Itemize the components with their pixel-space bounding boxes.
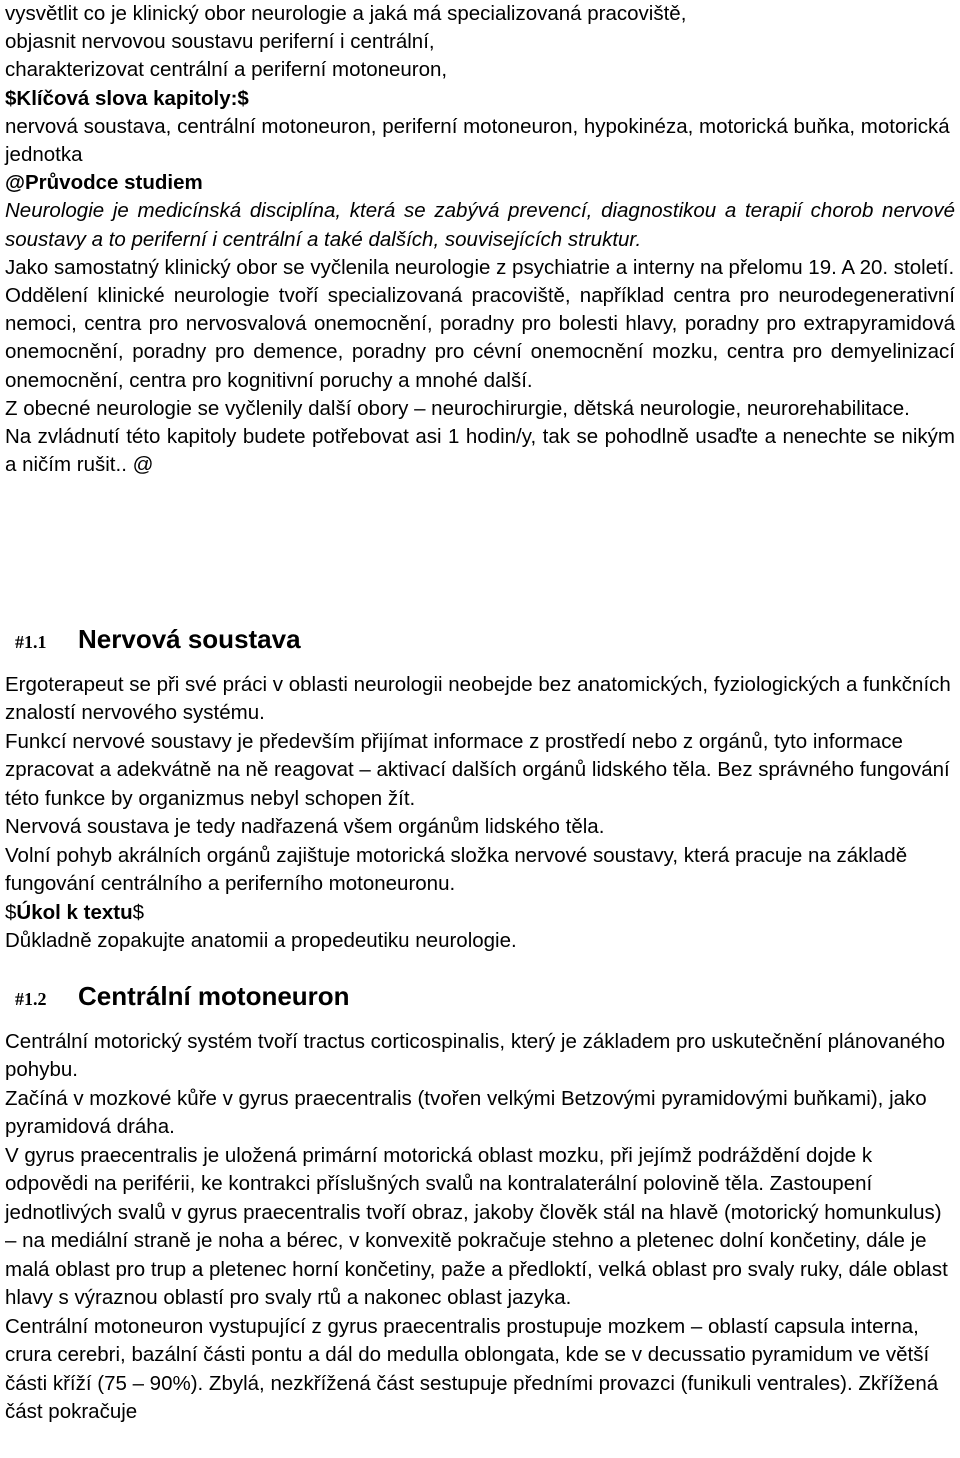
section-heading [5, 982, 955, 1014]
task-marker: $ [5, 900, 17, 924]
keywords-label: $Klíčová slova kapitoly:$ [5, 86, 249, 110]
body-paragraph: Centrální motorický systém tvoří tractus corticospinalis, který je základem pro uskutečnění plánovaného pohybu. [5, 1029, 945, 1081]
study-guide-paragraph: Z obecné neurologie se vyčlenily další obory – neurochirurgie, dětská neurologie, neurorehabilitace. [5, 396, 910, 420]
section-nervous-system [5, 625, 955, 956]
section-title: Centrální motoneuron [78, 981, 350, 1011]
section-title: Nervová soustava [78, 624, 301, 654]
goal-line: objasnit nervovou soustavu periferní i centrální, [5, 30, 435, 54]
study-guide-label: @Průvodce studiem [5, 171, 203, 195]
study-guide-paragraph: Neurologie je medicínská disciplína, která se zabývá prevencí, diagnostikou a terapií chorob nervové soustavy a to periferní i centrální a také dalších, souvisejících struktur. [5, 199, 955, 251]
body-paragraph: Ergoterapeut se při své práci v oblasti neurologii neobejde bez anatomických, fyziologických a funkčních znalostí nervového systému. [5, 672, 951, 724]
task-label: Úkol k textu [16, 900, 133, 924]
body-paragraph: Volní pohyb akrálních orgánů zajištuje motorická složka nervové soustavy, která pracuje na základě fungování centrálního a periferního motoneuronu. [5, 843, 908, 895]
chapter-intro [5, 0, 955, 479]
study-guide-paragraph: Na zvládnutí této kapitoly budete potřebovat asi 1 hodin/y, tak se pohodlně usaďte a nenechte se nikým a ničím rušit.. @ [5, 425, 955, 477]
body-paragraph: Začíná v mozkové kůře v gyrus praecentralis (tvořen velkými Betzovými pyramidovými buňkami), jako pyramidová dráha. [5, 1086, 927, 1138]
task-text: Důkladně zopakujte anatomii a propedeutiku neurologie. [5, 929, 517, 952]
study-guide-paragraph: Jako samostatný klinický obor se vyčlenila neurologie z psychiatrie a interny na přelomu 19. A 20. století. [5, 255, 955, 279]
section-number: #1.2 [15, 989, 47, 1009]
task-label-line [5, 899, 955, 928]
section-heading [5, 625, 955, 657]
body-paragraph: V gyrus praecentralis je uložená primární motorická oblast mozku, při jejímž podráždění dojde k odpovědi na periférii, ke kontrakci příslušných svalů na kontralaterální polovině těla. Zastoupení jednotlivých svalů v gyrus praecentralis tvoří obraz, jakoby člověk stál na hlavě (motorický homunkulus) – na mediální straně je noha a bérec, v konvexitě pokračuje stehno a pletenec dolní končetiny, dále je malá oblast pro trup a pletenec horní končetiny, paže a předloktí, velká oblast pro svaly ruky, dále oblast hlavy s výraznou oblastí pro svaly rtů a nakonec oblast jazyka. [5, 1143, 948, 1309]
body-paragraph: Centrální motoneuron vystupující z gyrus praecentralis prostupuje mozkem – oblastí capsula interna, crura cerebri, bazální části pontu a dál do medulla oblongata, kde se v decussatio pyramidum ve větší části kříží (75 – 90%). Zbylá, nezkřížená část sestupuje předními provazci (funikuli ventrales). Zkřížená část pokračuje [5, 1314, 939, 1423]
study-guide-paragraph: Oddělení klinické neurologie tvoří specializovaná pracoviště, například centra pro neurodegenerativní nemoci, centra pro nervosvalová onemocnění, poradny pro bolesti hlavy, poradny pro extrapyramidová onemocnění, poradny pro demence, poradny pro cévní onemocnění mozku, centra pro demyelinizací onemocnění, centra pro kognitivní poruchy a mnohé další. [5, 284, 955, 392]
body-paragraph: Funkcí nervové soustavy je především přijímat informace z prostředí nebo z orgánů, tyto informace zpracovat a adekvátně na ně reagovat – aktivací dalších orgánů lidského těla. Bez správného fungování této funkce by organizmus nebyl schopen žít. [5, 729, 950, 810]
section-number: #1.1 [15, 632, 47, 652]
section-central-motoneuron [5, 982, 955, 1427]
body-paragraph: Nervová soustava je tedy nadřazená všem orgánům lidského těla. [5, 815, 605, 838]
goal-line: vysvětlit co je klinický obor neurologie a jaká má specializovaná pracoviště, [5, 2, 687, 25]
goal-line: charakterizovat centrální a periferní motoneuron, [5, 58, 448, 82]
keywords-text: nervová soustava, centrální motoneuron, periferní motoneuron, hypokinéza, motorická buňka, motorická jednotka [5, 114, 950, 167]
task-marker: $ [132, 900, 145, 924]
